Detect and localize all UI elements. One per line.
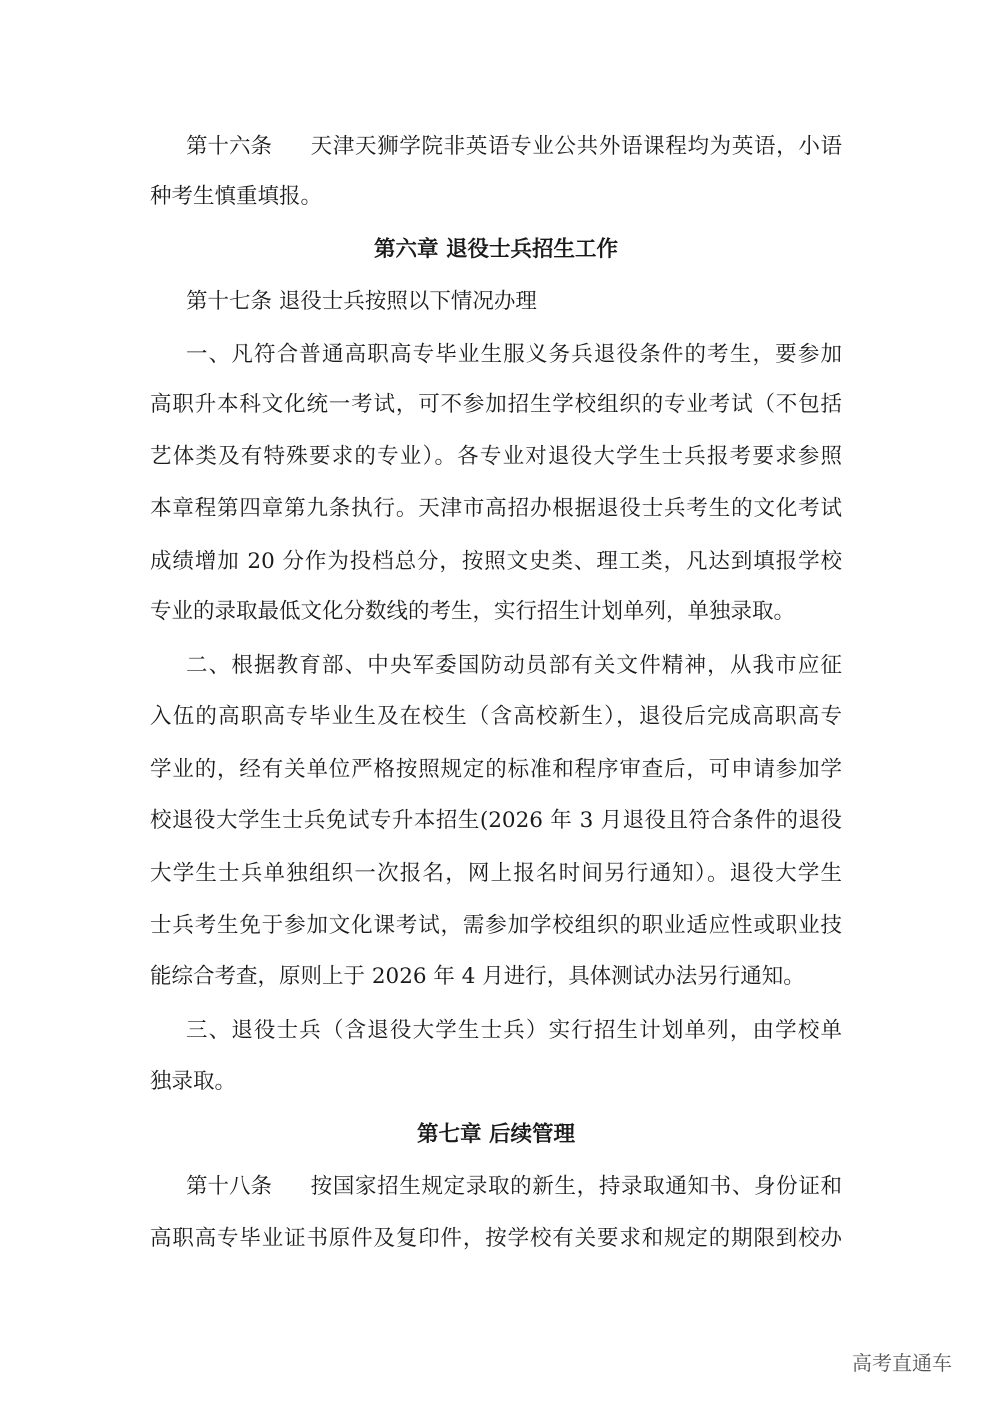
- watermark-text: 高考直通车: [852, 1351, 952, 1375]
- art16-text-1: 天津天狮学院非英语专业公共外语课程均为英语，小语: [310, 134, 842, 159]
- art17-item2-line-5: 大学生士兵单独组织一次报名，网上报名时间另行通知）。退役大学生: [150, 861, 842, 886]
- art17-item3-line-1: 三、退役士兵（含退役大学生士兵）实行招生计划单列，由学校单: [186, 1018, 842, 1043]
- art17-item2-line-7: 能综合考查，原则上于 2026 年 4 月进行，具体测试办法另行通知。: [150, 964, 805, 989]
- chapter6-heading: 第六章 退役士兵招生工作: [374, 237, 618, 262]
- art18-text-1: 按国家招生规定录取的新生，持录取通知书、身份证和: [310, 1174, 842, 1199]
- art17-item1-line-1: 一、凡符合普通高职高专毕业生服义务兵退役条件的考生，要参加: [186, 342, 842, 367]
- art18-line-1: [186, 1172, 842, 1202]
- art17-item1-line-4: 本章程第四章第九条执行。天津市高招办根据退役士兵考生的文化考试: [150, 496, 842, 521]
- art16-label: 第十六条: [186, 134, 273, 159]
- art17-item3-line-2: 独录取。: [150, 1069, 237, 1094]
- art17-item2-line-6: 士兵考生免于参加文化课考试，需参加学校组织的职业适应性或职业技: [150, 913, 842, 938]
- art17-item2-line-4: 校退役大学生士兵免试专升本招生(2026 年 3 月退役且符合条件的退役: [150, 808, 842, 833]
- art18-line-2: 高职高专毕业证书原件及复印件，按学校有关要求和规定的期限到校办: [150, 1226, 842, 1251]
- art17-item2-line-2: 入伍的高职高专毕业生及在校生（含高校新生），退役后完成高职高专: [150, 704, 842, 729]
- art16-line-2: 种考生慎重填报。: [150, 184, 323, 209]
- art16-line-1: [186, 132, 842, 162]
- art17-item1-line-3: 艺体类及有特殊要求的专业）。各专业对退役大学生士兵报考要求参照: [150, 444, 842, 469]
- art17-item1-line-2: 高职升本科文化统一考试，可不参加招生学校组织的专业考试（不包括: [150, 392, 842, 417]
- art17-item2-line-1: 二、根据教育部、中央军委国防动员部有关文件精神，从我市应征: [186, 653, 842, 678]
- chapter7-heading: 第七章 后续管理: [417, 1122, 575, 1147]
- art18-label: 第十八条: [186, 1174, 273, 1199]
- art17-item1-line-6: 专业的录取最低文化分数线的考生，实行招生计划单列，单独录取。: [150, 599, 796, 624]
- art17-item2-line-3: 学业的，经有关单位严格按照规定的标准和程序审查后，可申请参加学: [150, 757, 842, 782]
- art17-item1-line-5: 成绩增加 20 分作为投档总分，按照文史类、理工类，凡达到填报学校: [150, 549, 842, 574]
- art17-title: 第十七条 退役士兵按照以下情况办理: [186, 289, 537, 314]
